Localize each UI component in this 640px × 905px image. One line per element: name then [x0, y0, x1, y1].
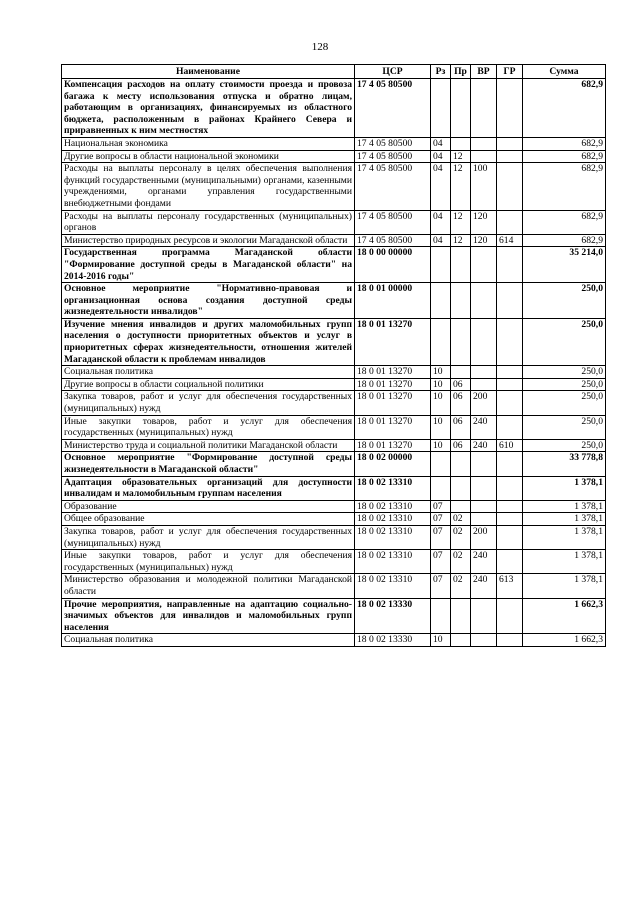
cell-sum: 250,0: [523, 318, 606, 365]
header-gr: ГР: [497, 65, 523, 79]
cell-name: Министерство образования и молодежной политики Магаданской области: [62, 574, 355, 598]
cell-pr: 06: [451, 415, 471, 439]
cell-pr: [451, 452, 471, 476]
header-csr: ЦСР: [355, 65, 431, 79]
cell-rz: 10: [431, 634, 451, 647]
cell-sum: 250,0: [523, 391, 606, 415]
cell-gr: 614: [497, 234, 523, 247]
cell-csr: 18 0 01 13270: [355, 378, 431, 391]
cell-pr: 02: [451, 550, 471, 574]
cell-vr: [471, 634, 497, 647]
cell-pr: 12: [451, 150, 471, 163]
cell-name: Основное мероприятие "Формирование доступной среды жизнедеятельности в Магаданской области": [62, 452, 355, 476]
cell-sum: 35 214,0: [523, 247, 606, 283]
cell-name: Другие вопросы в области национальной экономики: [62, 150, 355, 163]
cell-vr: [471, 137, 497, 150]
cell-vr: [471, 500, 497, 513]
cell-pr: 02: [451, 574, 471, 598]
cell-csr: 18 0 02 13330: [355, 598, 431, 634]
cell-csr: 18 0 02 13310: [355, 500, 431, 513]
cell-name: Расходы на выплаты персоналу в целях обеспечения выполнения функций государственными (муниципальными) органами, казенными учреждениями, органами управления государственными внебюджетными фондами: [62, 163, 355, 210]
cell-gr: [497, 150, 523, 163]
cell-gr: [497, 283, 523, 319]
table-row: [62, 452, 606, 476]
budget-table: [61, 64, 606, 647]
table-row: [62, 476, 606, 500]
cell-sum: 1 662,3: [523, 598, 606, 634]
cell-rz: [431, 247, 451, 283]
cell-rz: 04: [431, 150, 451, 163]
cell-vr: [471, 452, 497, 476]
cell-sum: 1 378,1: [523, 525, 606, 549]
cell-rz: 04: [431, 163, 451, 210]
cell-sum: 1 378,1: [523, 574, 606, 598]
cell-pr: 06: [451, 391, 471, 415]
cell-pr: [451, 137, 471, 150]
cell-pr: 12: [451, 234, 471, 247]
cell-gr: [497, 210, 523, 234]
cell-csr: 18 0 01 13270: [355, 391, 431, 415]
table-row: [62, 79, 606, 138]
cell-pr: 12: [451, 163, 471, 210]
table-row: [62, 500, 606, 513]
cell-vr: 240: [471, 550, 497, 574]
cell-gr: [497, 137, 523, 150]
cell-csr: 18 0 01 00000: [355, 283, 431, 319]
table-row: [62, 439, 606, 452]
cell-csr: 18 0 02 13310: [355, 550, 431, 574]
cell-csr: 17 4 05 80500: [355, 150, 431, 163]
cell-pr: [451, 476, 471, 500]
cell-rz: 07: [431, 574, 451, 598]
cell-gr: [497, 598, 523, 634]
cell-gr: [497, 318, 523, 365]
cell-sum: 250,0: [523, 415, 606, 439]
cell-csr: 18 0 02 13310: [355, 574, 431, 598]
table-row: [62, 283, 606, 319]
cell-vr: [471, 476, 497, 500]
cell-sum: 682,9: [523, 234, 606, 247]
cell-name: Расходы на выплаты персоналу государственных (муниципальных) органов: [62, 210, 355, 234]
table-row: [62, 513, 606, 526]
cell-sum: 682,9: [523, 150, 606, 163]
cell-name: Основное мероприятие "Нормативно-правовая и организационная основа создания доступной среды жизнедеятельности инвалидов": [62, 283, 355, 319]
cell-rz: 07: [431, 513, 451, 526]
cell-gr: [497, 476, 523, 500]
cell-pr: [451, 318, 471, 365]
cell-pr: 12: [451, 210, 471, 234]
cell-name: Социальная политика: [62, 634, 355, 647]
cell-pr: [451, 366, 471, 379]
cell-rz: [431, 452, 451, 476]
cell-csr: 18 0 02 00000: [355, 452, 431, 476]
header-rz: Рз: [431, 65, 451, 79]
cell-csr: 18 0 01 13270: [355, 415, 431, 439]
cell-vr: [471, 598, 497, 634]
cell-csr: 17 4 05 80500: [355, 210, 431, 234]
cell-pr: [451, 500, 471, 513]
cell-name: Министерство труда и социальной политики Магаданской области: [62, 439, 355, 452]
cell-vr: 120: [471, 234, 497, 247]
cell-rz: [431, 283, 451, 319]
cell-rz: [431, 79, 451, 138]
cell-vr: [471, 378, 497, 391]
cell-vr: 200: [471, 391, 497, 415]
cell-vr: [471, 283, 497, 319]
cell-rz: 07: [431, 525, 451, 549]
table-row: [62, 391, 606, 415]
cell-gr: [497, 415, 523, 439]
cell-gr: [497, 452, 523, 476]
cell-vr: [471, 150, 497, 163]
cell-csr: 17 4 05 80500: [355, 137, 431, 150]
cell-vr: 120: [471, 210, 497, 234]
cell-vr: [471, 513, 497, 526]
cell-csr: 18 0 01 13270: [355, 366, 431, 379]
cell-name: Иные закупки товаров, работ и услуг для обеспечения государственных (муниципальных) нужд: [62, 415, 355, 439]
cell-gr: [497, 634, 523, 647]
cell-vr: 200: [471, 525, 497, 549]
cell-sum: 682,9: [523, 210, 606, 234]
table-row: [62, 150, 606, 163]
cell-rz: 10: [431, 439, 451, 452]
page-number: 128: [311, 41, 329, 53]
table-row: [62, 598, 606, 634]
table-row: [62, 210, 606, 234]
cell-rz: [431, 598, 451, 634]
cell-vr: [471, 366, 497, 379]
table-row: [62, 234, 606, 247]
cell-name: Национальная экономика: [62, 137, 355, 150]
header-pr: Пр: [451, 65, 471, 79]
cell-pr: 06: [451, 439, 471, 452]
cell-csr: 18 0 01 13270: [355, 439, 431, 452]
cell-name: Образование: [62, 500, 355, 513]
cell-vr: [471, 79, 497, 138]
cell-csr: 17 4 05 80500: [355, 163, 431, 210]
cell-gr: [497, 378, 523, 391]
cell-gr: 610: [497, 439, 523, 452]
cell-sum: 1 378,1: [523, 513, 606, 526]
cell-gr: [497, 366, 523, 379]
table-row: [62, 634, 606, 647]
cell-sum: 250,0: [523, 366, 606, 379]
cell-sum: 250,0: [523, 439, 606, 452]
cell-name: Закупка товаров, работ и услуг для обеспечения государственных (муниципальных) нужд: [62, 391, 355, 415]
cell-vr: 240: [471, 415, 497, 439]
cell-vr: 240: [471, 574, 497, 598]
cell-csr: 17 4 05 80500: [355, 79, 431, 138]
cell-rz: 04: [431, 234, 451, 247]
header-sum: Сумма: [523, 65, 606, 79]
cell-rz: 10: [431, 415, 451, 439]
table-row: [62, 247, 606, 283]
table-header-row: [62, 65, 606, 79]
cell-sum: 250,0: [523, 378, 606, 391]
cell-rz: 07: [431, 500, 451, 513]
cell-name: Министерство природных ресурсов и экологии Магаданской области: [62, 234, 355, 247]
cell-csr: 17 4 05 80500: [355, 234, 431, 247]
cell-name: Адаптация образовательных организаций для доступности инвалидам и маломобильным группам населения: [62, 476, 355, 500]
cell-gr: [497, 79, 523, 138]
cell-pr: 06: [451, 378, 471, 391]
cell-gr: [497, 525, 523, 549]
table-row: [62, 366, 606, 379]
cell-vr: 100: [471, 163, 497, 210]
cell-sum: 1 378,1: [523, 550, 606, 574]
cell-vr: [471, 318, 497, 365]
cell-name: Компенсация расходов на оплату стоимости проезда и провоза багажа к месту использования отпуска и обратно лицам, работающим в организациях, финансируемых из областного бюджета, расположенным в районах Крайнего Севера и приравненных к ним местностях: [62, 79, 355, 138]
cell-rz: 10: [431, 366, 451, 379]
cell-name: Закупка товаров, работ и услуг для обеспечения государственных (муниципальных) нужд: [62, 525, 355, 549]
table-row: [62, 137, 606, 150]
cell-name: Общее образование: [62, 513, 355, 526]
cell-sum: 33 778,8: [523, 452, 606, 476]
cell-rz: 10: [431, 391, 451, 415]
table-row: [62, 378, 606, 391]
cell-gr: [497, 247, 523, 283]
cell-pr: [451, 79, 471, 138]
cell-csr: 18 0 02 13330: [355, 634, 431, 647]
cell-pr: [451, 247, 471, 283]
cell-pr: [451, 634, 471, 647]
table-row: [62, 163, 606, 210]
cell-sum: 682,9: [523, 163, 606, 210]
table-row: [62, 574, 606, 598]
cell-csr: 18 0 02 13310: [355, 476, 431, 500]
cell-pr: [451, 598, 471, 634]
cell-gr: [497, 550, 523, 574]
cell-gr: [497, 513, 523, 526]
cell-pr: 02: [451, 525, 471, 549]
cell-sum: 1 662,3: [523, 634, 606, 647]
cell-name: Прочие мероприятия, направленные на адаптацию социально-значимых объектов для инвалидов и маломобильных групп населения: [62, 598, 355, 634]
header-name: Наименование: [62, 65, 355, 79]
cell-rz: 04: [431, 137, 451, 150]
cell-sum: 682,9: [523, 79, 606, 138]
cell-name: Социальная политика: [62, 366, 355, 379]
cell-gr: [497, 163, 523, 210]
cell-csr: 18 0 02 13310: [355, 525, 431, 549]
cell-gr: 613: [497, 574, 523, 598]
table-row: [62, 318, 606, 365]
cell-name: Другие вопросы в области социальной политики: [62, 378, 355, 391]
cell-rz: 10: [431, 378, 451, 391]
table-row: [62, 550, 606, 574]
cell-rz: [431, 318, 451, 365]
header-vr: ВР: [471, 65, 497, 79]
table-row: [62, 415, 606, 439]
cell-pr: [451, 283, 471, 319]
cell-sum: 1 378,1: [523, 476, 606, 500]
cell-rz: [431, 476, 451, 500]
cell-rz: 04: [431, 210, 451, 234]
cell-sum: 1 378,1: [523, 500, 606, 513]
cell-sum: 250,0: [523, 283, 606, 319]
cell-csr: 18 0 01 13270: [355, 318, 431, 365]
cell-name: Государственная программа Магаданской области "Формирование доступной среды в Магаданской области" на 2014-2016 годы": [62, 247, 355, 283]
cell-gr: [497, 500, 523, 513]
cell-gr: [497, 391, 523, 415]
cell-sum: 682,9: [523, 137, 606, 150]
cell-vr: [471, 247, 497, 283]
cell-name: Изучение мнения инвалидов и других маломобильных групп населения о доступности приоритетных объектов и услуг в приоритетных сферах жизнедеятельности, отношения жителей Магаданской области к проблемам инвалидов: [62, 318, 355, 365]
cell-csr: 18 0 00 00000: [355, 247, 431, 283]
cell-vr: 240: [471, 439, 497, 452]
cell-pr: 02: [451, 513, 471, 526]
table-row: [62, 525, 606, 549]
cell-rz: 07: [431, 550, 451, 574]
cell-name: Иные закупки товаров, работ и услуг для обеспечения государственных (муниципальных) нужд: [62, 550, 355, 574]
cell-csr: 18 0 02 13310: [355, 513, 431, 526]
